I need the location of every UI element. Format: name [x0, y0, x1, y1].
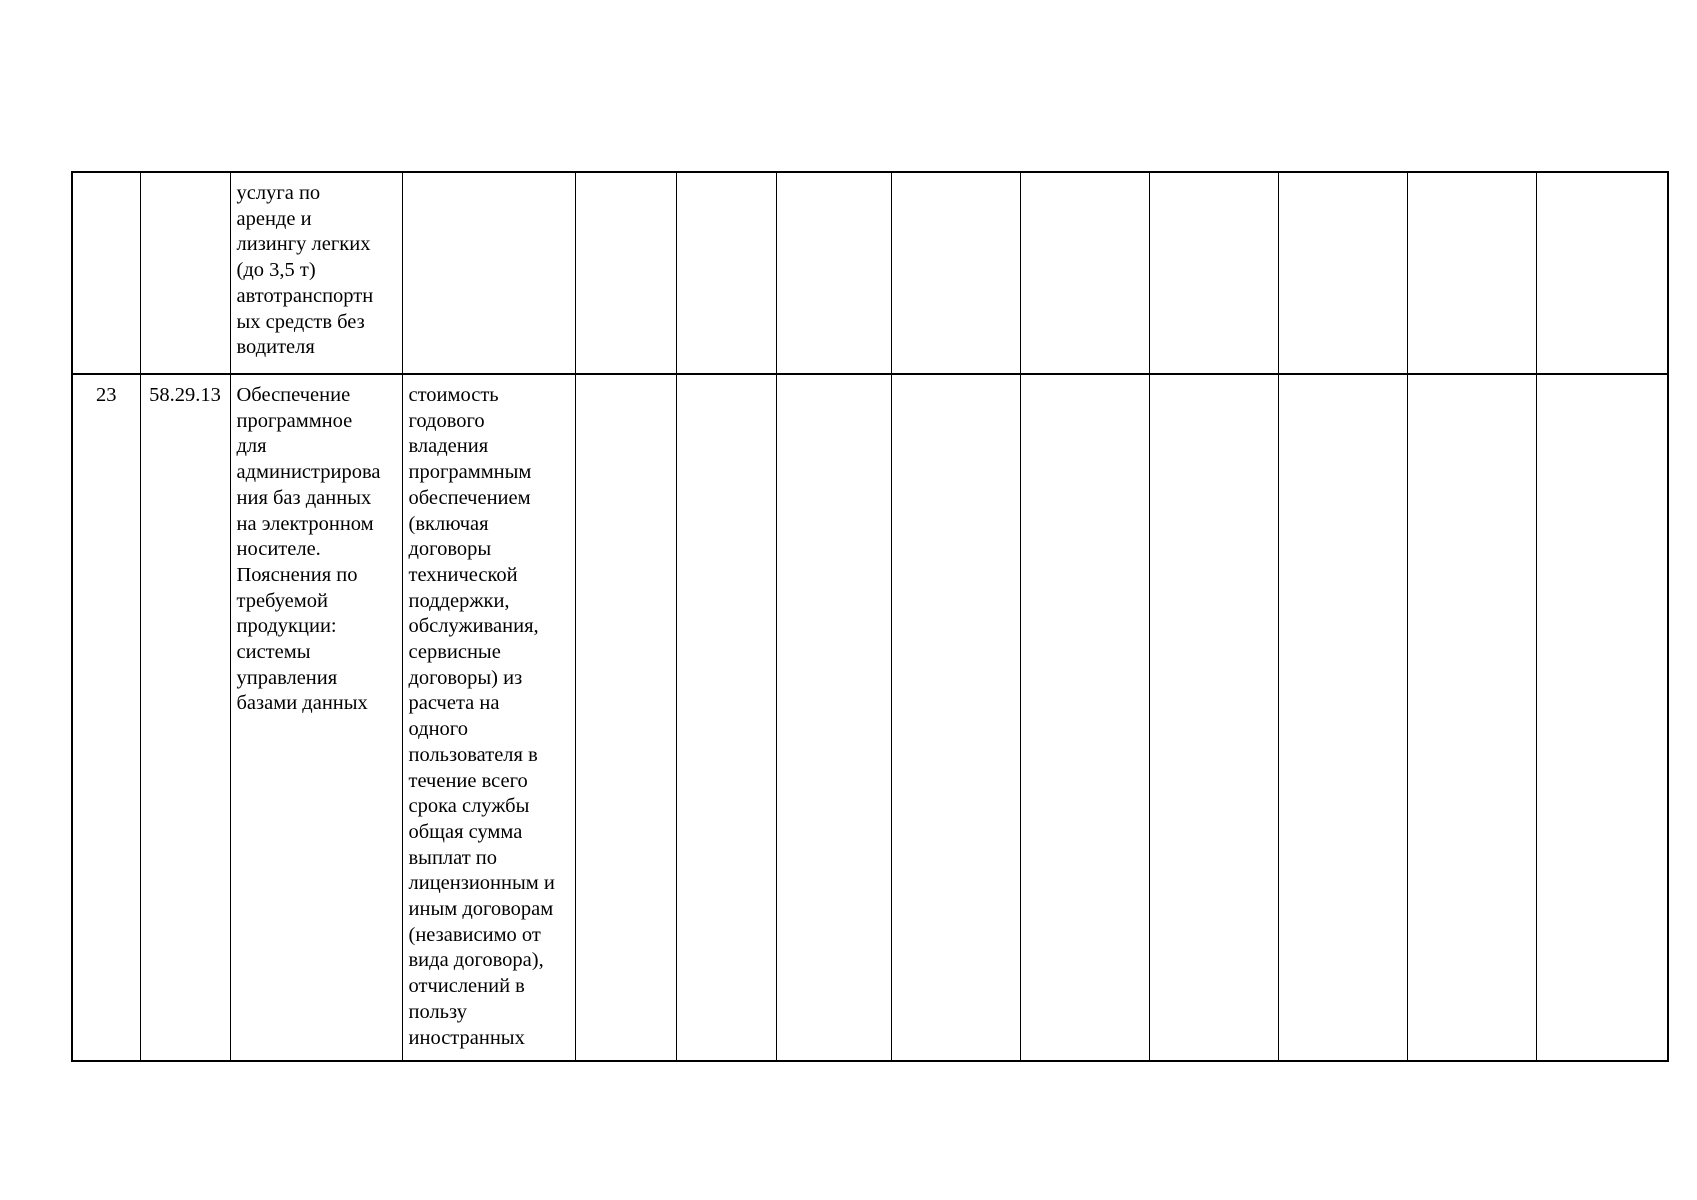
product-name-cell: услуга по аренде и лизингу легких (до 3,5 т) автотранспортн ых средств без водителя — [230, 172, 402, 374]
empty-cell — [1278, 172, 1407, 374]
empty-cell — [1020, 172, 1149, 374]
row-number-cell — [72, 172, 140, 374]
row-number-cell: 23 — [72, 374, 140, 1061]
empty-cell — [676, 172, 776, 374]
empty-cell — [575, 172, 676, 374]
characteristic-cell: стоимость годового владения программным обеспечением (включая договоры технической поддержки, обслуживания, сервисные договоры) из расчета на одного пользователя в течение всего срока службы общая сумма выплат по лицензионным и иным договорам (независимо от вида договора), отчислений в пользу иностранных — [402, 374, 575, 1061]
characteristic-cell — [402, 172, 575, 374]
empty-cell — [1149, 374, 1278, 1061]
okpd-code-cell: 58.29.13 — [140, 374, 230, 1061]
product-name-cell: Обеспечение программное для администрирова ния баз данных на электронном носителе. Пояснения по требуемой продукции: системы управления базами данных — [230, 374, 402, 1061]
requirements-table — [71, 171, 1669, 1062]
empty-cell — [1536, 172, 1668, 374]
empty-cell — [1149, 172, 1278, 374]
empty-cell — [1407, 172, 1536, 374]
table-row — [72, 374, 1668, 1061]
empty-cell — [776, 172, 891, 374]
empty-cell — [891, 374, 1020, 1061]
empty-cell — [1278, 374, 1407, 1061]
empty-cell — [575, 374, 676, 1061]
empty-cell — [1407, 374, 1536, 1061]
empty-cell — [1020, 374, 1149, 1061]
table-row — [72, 172, 1668, 374]
okpd-code-cell — [140, 172, 230, 374]
empty-cell — [676, 374, 776, 1061]
empty-cell — [1536, 374, 1668, 1061]
empty-cell — [776, 374, 891, 1061]
empty-cell — [891, 172, 1020, 374]
